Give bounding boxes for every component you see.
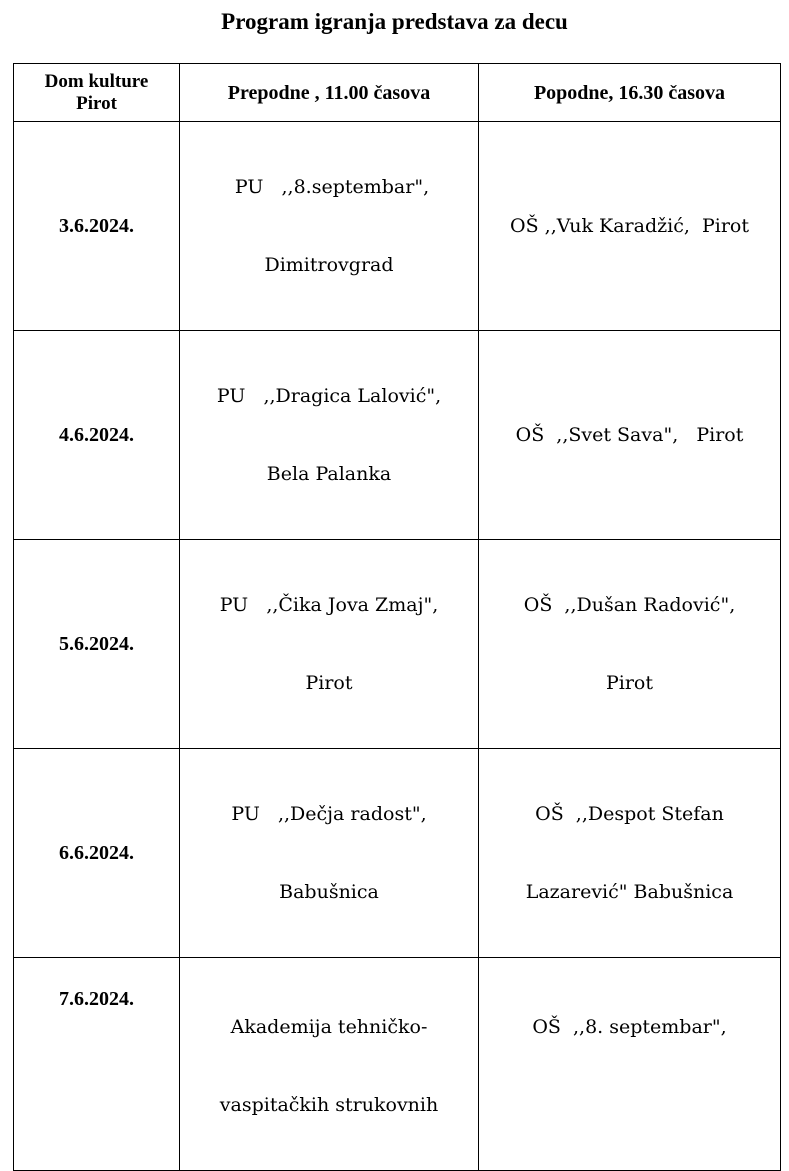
schedule-table <box>13 63 781 1171</box>
afternoon-line: OŠ ,,8. septembar", <box>532 1016 727 1038</box>
date-cell: 4.6.2024. <box>14 331 180 540</box>
morning-cell <box>180 331 479 540</box>
morning-cell <box>180 540 479 749</box>
afternoon-line: OŠ ,,Vuk Karadžić, Pirot <box>510 215 749 237</box>
afternoon-cell <box>479 958 781 1171</box>
morning-line: PU ,,Dragica Lalović", <box>216 385 442 407</box>
morning-line: Bela Palanka <box>266 463 392 485</box>
afternoon-cell <box>479 122 781 331</box>
table-row <box>14 958 781 1171</box>
morning-line: Dimitrovgrad <box>264 254 394 276</box>
afternoon-line: Lazarević" Babušnica <box>525 881 734 903</box>
morning-line: Babušnica <box>279 881 379 903</box>
table-row <box>14 331 781 540</box>
header-venue <box>14 64 180 122</box>
header-morning: Prepodne , 11.00 časova <box>180 64 479 122</box>
afternoon-line: OŠ ,,Svet Sava", Pirot <box>515 424 744 446</box>
table-row <box>14 540 781 749</box>
header-venue-line: Dom kulture <box>44 70 149 92</box>
date-cell: 5.6.2024. <box>14 540 180 749</box>
table-row <box>14 749 781 958</box>
table-row <box>14 122 781 331</box>
page-title: Program igranja predstava za decu <box>221 9 568 34</box>
header-afternoon: Popodne, 16.30 časova <box>479 64 781 122</box>
date-cell: 7.6.2024. <box>14 958 180 1171</box>
header-venue-line: Pirot <box>76 92 117 114</box>
morning-line: Akademija tehničko- <box>230 1016 428 1038</box>
morning-line: PU ,,8.septembar", <box>228 176 430 198</box>
date-cell: 3.6.2024. <box>14 122 180 331</box>
date-cell: 6.6.2024. <box>14 749 180 958</box>
morning-cell <box>180 958 479 1171</box>
morning-cell <box>180 122 479 331</box>
morning-line: PU ,,Čika Jova Zmaj", <box>219 594 439 616</box>
afternoon-cell <box>479 749 781 958</box>
afternoon-line: OŠ ,,Despot Stefan <box>535 803 724 825</box>
table-header-row <box>14 64 781 122</box>
morning-line: vaspitačkih strukovnih <box>219 1094 439 1116</box>
morning-cell <box>180 749 479 958</box>
afternoon-cell <box>479 331 781 540</box>
morning-line: PU ,,Dečja radost", <box>231 803 427 825</box>
morning-line: Pirot <box>305 672 353 694</box>
afternoon-line: Pirot <box>605 672 654 694</box>
afternoon-line: OŠ ,,Dušan Radović", <box>523 594 736 616</box>
afternoon-cell <box>479 540 781 749</box>
